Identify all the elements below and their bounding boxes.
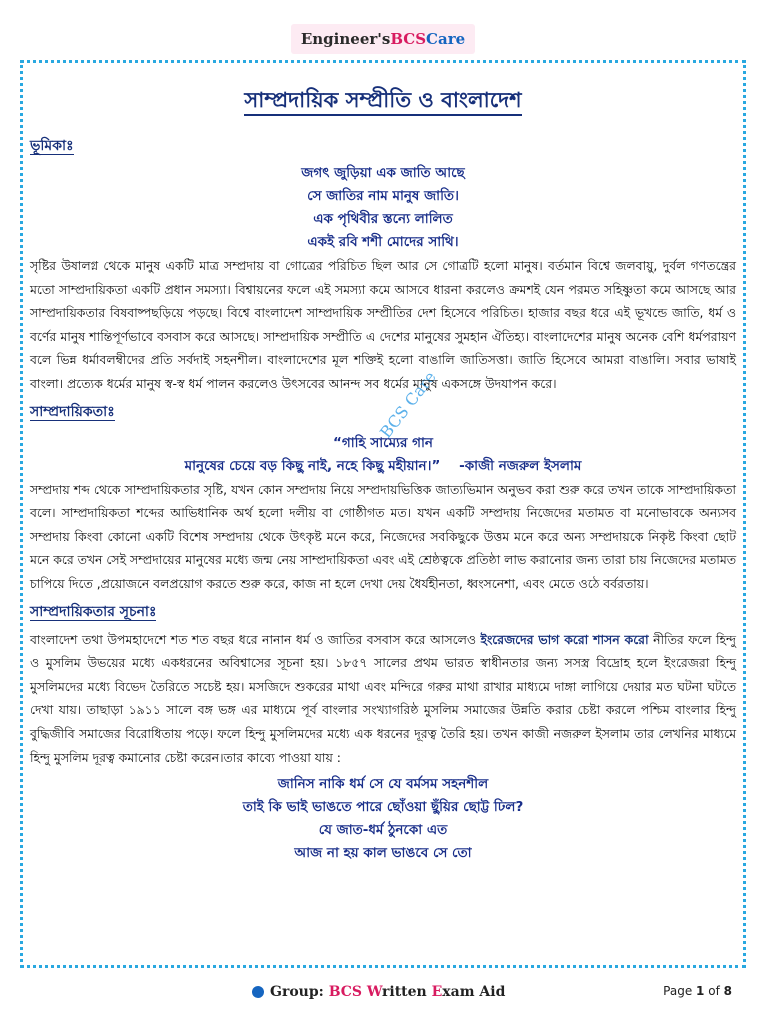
poem-line: তাই কি ভাই ভাঙতে পারে ছোঁওয়া ছুঁয়ির ছোট্ট ঢিল? bbox=[242, 799, 524, 816]
quote-author: -কাজী নজরুল ইসলাম bbox=[459, 457, 582, 474]
communalism-paragraph: সম্প্রদায় শব্দ থেকে সাম্প্রদায়িকতার সৃষ্টি, যখন কোন সম্প্রদায় নিয়ে সম্প্রদায়ভিত্তিক জাত্যভিমান অনুভব করা শুরু করে তখন তাকে সাম্প্রদায়িকতা বলে। সাম্প্রদায়িকতা শব্দের আভিধানিক অর্থ হলো দলীয় বা গোষ্ঠীগত মত। যখন একটি সম্প্রদায় নিজেদের মতামত বা মনোভাবকে অন্যসব সম্প্রদায় কিংবা কোনো একটি বিশেষ সম্প্রদায় থেকে উৎকৃষ্ট মনে করে, নিজেদের সবকিছুকে উত্তম মনে করে অন্য সম্প্রদায়কে নিকৃষ্ট কিংবা ছোট মনে করে তখন সেই সম্প্রদায়ের মানুষের মধ্যে জন্ম নেয় সাম্প্রদায়িকতা এবং এই শ্রেষ্ঠত্বকে প্রতিষ্ঠা লাভ করানোর জন্য তারা চায় নিজেদের মতামত চাপিয়ে দিতে ,প্রয়োজনে বলপ্রয়োগ করতে শুরু করে, কাজ না হলে দেখা দেয় ধৈর্যহীনতা, ধ্বংসনেশা, এবং মেতে ওঠে বর্বরতায়। bbox=[30, 481, 736, 591]
page-title: সাম্প্রদায়িক সম্প্রীতি ও বাংলাদেশ bbox=[30, 78, 736, 122]
poem-line: একই রবি শশী মোদের সাথি। bbox=[307, 234, 459, 250]
quote-line: মানুষের চেয়ে বড় কিছু নাই, নহে কিছু মহীয়ান।” -কাজী নজরুল ইসলাম bbox=[184, 457, 582, 474]
footer-group-label: Group: BCS Written Exam Aid bbox=[252, 984, 505, 1000]
poem-line: জগৎ জুড়িয়া এক জাতি আছে bbox=[301, 165, 465, 181]
brand-badge bbox=[291, 24, 475, 54]
section-heading-intro: ভূমিকাঃ bbox=[30, 138, 74, 154]
poem-line: এক পৃথিবীর স্তন্যে লালিত bbox=[313, 211, 453, 227]
quote-line: “গাহি সাম্যের গান bbox=[333, 434, 433, 451]
section-heading-origin: সাম্প্রদায়িকতার সূচনাঃ bbox=[30, 603, 157, 620]
group-icon bbox=[252, 986, 264, 998]
section-heading-communalism: সাম্প্রদায়িকতাঃ bbox=[30, 403, 115, 420]
brand-care: Care bbox=[426, 30, 466, 48]
poem-line: সে জাতির নাম মানুষ জাতি। bbox=[307, 188, 459, 204]
poem-line: যে জাত-ধর্ম ঠুনকো এত bbox=[318, 822, 448, 839]
highlight-phrase: ইংরেজদের ভাগ করো শাসন করো bbox=[480, 631, 649, 647]
watermark: BCS Care bbox=[376, 367, 440, 442]
origin-paragraph: বাংলাদেশ তথা উপমহাদেশে শত শত বছর ধরে নানান ধর্ম ও জাতির বসবাস করে আসলেও ইংরেজদের ভাগ করো শাসন করো নীতির ফলে হিন্দু ও মুসলিম উভয়ের মধ্যে একধরনের অবিশ্বাসের সূচনা হয়। ১৮৫৭ সালের প্রথম ভারত স্বাধীনতার জন্য সসস্ত্র বিদ্রোহ হলে ইংরেজরা হিন্দু মুসলিমদের মধ্যে বিভেদ তৈরিতে সচেষ্ট হয়। মসজিদে শুকরের মাথা এবং মন্দিরে গরুর মাথা রাখার মাধ্যমে দাঙ্গা লাগিয়ে দেয়ার মত ঘটনা ঘটতে দেখা যায়। তাছাড়া ১৯১১ সালে বঙ্গ ভঙ্গ এর মাধ্যমে পূর্ব বাংলার সংখ্যাগরিষ্ঠ মুসলিম সমাজের উন্নতি করার চেষ্টা করলে পশ্চিম বাংলার হিন্দু বুদ্ধিজীবি সমাজের বিরোধিতায় পড়ে। ফলে হিন্দু মুসলিমদের মধ্যে এক ধরনের দূরত্ব তৈরি হয়। তখন কাজী নজরুল ইসলাম তার লেখনির মাধ্যমে হিন্দু মুসলিম দূরত্ব কমানোর চেষ্টা করেন।তার কাব্যে পাওয়া যায় : bbox=[30, 631, 736, 765]
poem-line: আজ না হয় কাল ভাঙবে সে তো bbox=[294, 845, 472, 862]
document-body bbox=[30, 78, 736, 865]
brand-bcs: BCS bbox=[390, 30, 427, 48]
poem-line: জানিস নাকি ধর্ম সে যে বর্মসম সহনশীল bbox=[277, 776, 489, 793]
page-number: Page 1 of 8 bbox=[663, 984, 732, 998]
intro-paragraph: সৃষ্টির উষালগ্ন থেকে মানুষ একটি মাত্র সম্প্রদায় বা গোত্রের পরিচিত ছিল আর সে গোত্রটি হলো মানুষ। বর্তমান বিশ্বে জলবায়ু, দুর্বল গণতন্ত্রের মতো সাম্প্রদায়িকতা একটি প্রধান সমস্যা। বিশ্বায়নের ফলে এই সমস্যা কমে আসবে ধারনা করলেও ক্রমশই যেন পরমত সহিষ্ণুতা কমে আসছে আর সাম্প্রদায়িকতার বিষবাষ্পছড়িয়ে পড়ছে। বিশ্বে বাংলাদেশ সাম্প্রদায়িক সম্প্রীতির দেশ হিসেবে পরিচিত। হাজার বছর ধরে এই ভূখন্ডে জাতি, ধর্ম ও বর্ণের মানুষ শান্তিপূর্ণভাবে বসবাস করে আসছে। সাম্প্রদায়িক সম্প্রীতি এ দেশের মানুষের সুমহান ঐতিহ্য। বাংলাদেশের মানুষ অনেক বেশি ধর্মপরায়ণ বলে ভিন্ন ধর্মাবলম্বীদের প্রতি সর্বদাই সহনশীল। বাংলাদেশের মূল শক্তিই হলো বাঙালি জাতিসত্তা। জাতি হিসেবে আমরা বাঙালি। সবার ভাষাই বাংলা। প্রত্যেক ধর্মের মানুষ স্ব-স্ব ধর্ম পালন করলেও উৎসবের আনন্দ সব ধর্মের মানুষ একসঙ্গে উদযাপন করে। bbox=[30, 258, 736, 391]
brand-part1: Engineer's bbox=[300, 30, 391, 48]
